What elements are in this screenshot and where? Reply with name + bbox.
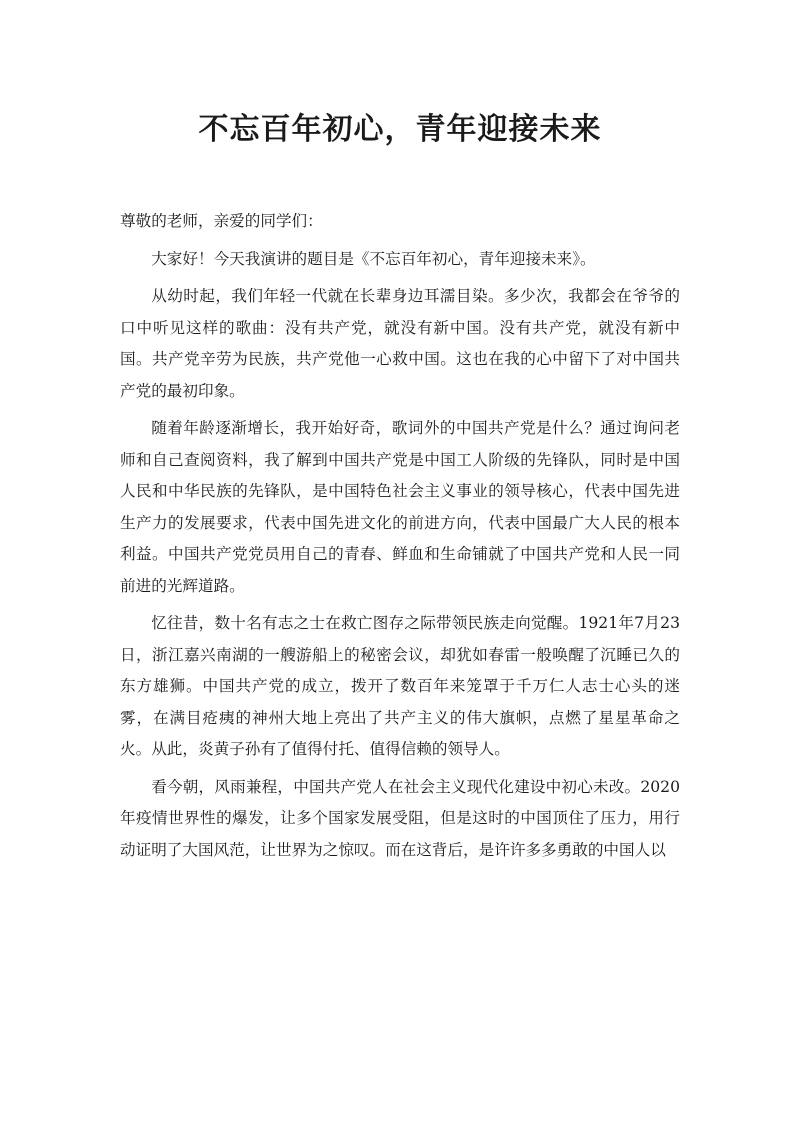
salutation: 尊敬的老师，亲爱的同学们：	[120, 212, 323, 230]
paragraph-greeting: 大家好！今天我演讲的题目是《不忘百年初心，青年迎接未来》。	[151, 249, 596, 268]
document-body	[120, 206, 680, 872]
page-title: 不忘百年初心，青年迎接未来	[198, 112, 602, 147]
paragraph-understanding: 随着年龄逐渐增长，我开始好奇，歌词外的中国共产党是什么？通过询问老师和自己查阅资料，我了解到中国共产党是中国工人阶级的先锋队，同时是中国人民和中华民族的先锋队，是中国特色社会主义事业的领导核心，代表中国先进生产力的发展要求，代表中国先进文化的前进方向，代表中国最广大人民的根本利益。中国共产党党员用自己的青春、鲜血和生命铺就了中国共产党和人民一同前进的光辉道路。	[120, 419, 680, 595]
paragraph-history: 忆往昔，数十名有志之士在救亡图存之际带领民族走向觉醒。1921年7月23日，浙江嘉兴南湖的一艘游船上的秘密会议，却犹如春雷一般唤醒了沉睡已久的东方雄狮。中国共产党的成立，拨开了数百年来笼罩于千万仁人志士心头的迷雾，在满目疮痍的神州大地上亮出了共产主义的伟大旗帜，点燃了星星革命之火。从此，炎黄子孙有了值得付托、值得信赖的领导人。	[120, 614, 680, 758]
paragraph-childhood: 从幼时起，我们年轻一代就在长辈身边耳濡目染。多少次，我都会在爷爷的口中听见这样的歌曲：没有共产党，就没有新中国。没有共产党，就没有新中国。共产党辛劳为民族，共产党他一心救中国。这也在我的心中留下了对中国共产党的最初印象。	[120, 287, 680, 400]
paragraph-present: 看今朝，风雨兼程，中国共产党人在社会主义现代化建设中初心未改。2020年疫情世界性的爆发，让多个国家发展受阻，但是这时的中国顶住了压力，用行动证明了大国风范，让世界为之惊叹。而在这背后，是许许多多勇敢的中国人以	[120, 777, 680, 859]
